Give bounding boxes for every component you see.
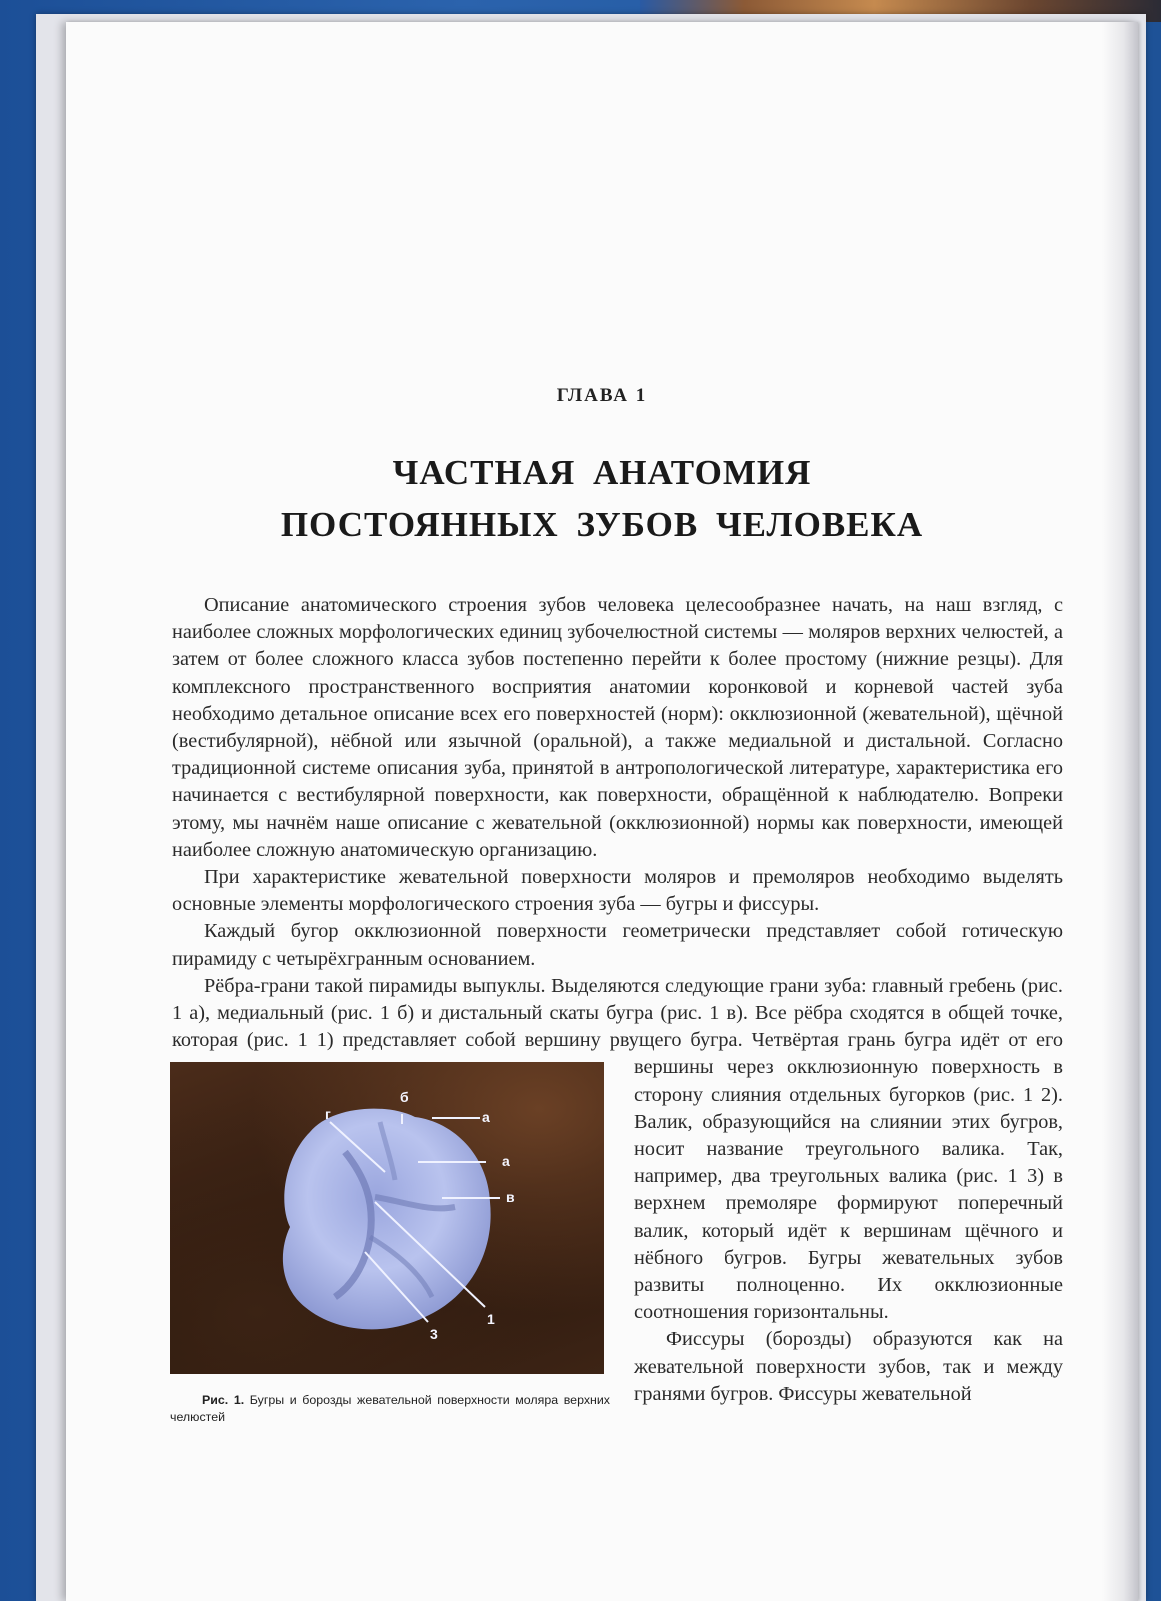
caption-prefix: Рис. 1. (202, 1393, 245, 1408)
label-a-mid: а (502, 1153, 510, 1170)
figure-1 (170, 1062, 610, 1432)
figure-caption (170, 1392, 610, 1426)
label-one: 1 (487, 1311, 495, 1328)
label-b: б (400, 1089, 409, 1106)
body-text (172, 592, 1063, 1432)
paragraph-2: При характеристике жевательной поверхности моляров и премоляров необходимо выделять основные элементы морфологического строения зуба — бугры и фиссуры. (172, 866, 1063, 916)
chapter-title-line-2: ПОСТОЯННЫХ ЗУБОВ ЧЕЛОВЕКА (280, 505, 924, 544)
book-page (66, 22, 1138, 1601)
paragraph-5: Фиссуры (борозды) образуются как на жевательной поверхности зубов, так и между гранями бугров. Фиссуры жевательной (634, 1328, 1063, 1405)
molar-photo (170, 1062, 604, 1374)
label-three: 3 (430, 1326, 438, 1343)
label-g: г (325, 1106, 331, 1123)
chapter-label: ГЛАВА 1 (556, 385, 648, 406)
label-a-top: а (482, 1109, 490, 1126)
paragraph-1: Описание анатомического строения зубов человека целесообразнее начать, на наш взгляд, с наиболее сложных морфологических единиц зубочелюстной системы — моляров верхних челюстей, а затем от более сложного класса зубов постепенно перейти к более простому (нижние резцы). Для комплексного пространственного восприятия анатомии коронковой и корневой частей зуба необходимо детальное описание всех его поверхностей (норм): окклюзионной (жевательной), щёчной (вестибулярной), нёбной или язычной (оральной), а также медиальной и дистальной. Согласно традиционной системе описания зуба, принятой в антропологической литературе, характеристика его начинается с вестибулярной поверхности, как поверхности, обращённой к наблюдателю. Вопреки этому, мы начнём наше описание с жевательной (окклюзионной) нормы как поверхности, имеющей наиболее сложную анатомическую организацию. (172, 594, 1063, 861)
paragraph-3: Каждый бугор окклюзионной поверхности геометрически представляет собой готическую пирамиду с четырёхгранным основанием. (172, 920, 1063, 970)
paragraph-4-continued: тая грань бугра идёт от его вершины через окклюзионную поверхность в сторону слияния отдельных бугорков (рис. 1 2). Валик, образующийся на слиянии этих бугров, носит название треугольного валика. Так, например, два треугольных валика (рис. 1 3) в верхнем премоляре формируют поперечный валик, который идёт к вершинам щёчного и нёбного бугров. Бугры жевательных зубов развиты полноценно. Их окклюзионные соотношения горизонтальны. (634, 1029, 1064, 1324)
chapter-title (66, 447, 1138, 551)
caption-text: Бугры и борозды жевательной поверхности моляра верхних челюстей (170, 1393, 610, 1425)
chapter-title-line-1: ЧАСТНАЯ АНАТОМИЯ (392, 453, 812, 492)
molar-illustration (170, 1062, 604, 1374)
paragraph-4-text: Рёбра-грани такой пирамиды выпуклы. Выделяются следующие грани зуба: главный гребень (рис. 1 а), медиальный (рис. 1 б) и дистальный скаты бугра (рис. 1 в). Все рёбра сходятся в общей точке, которая (рис. 1 1) представляет собой вершину рвущего бугра. Четвёр (172, 974, 1063, 1052)
label-v: в (506, 1189, 515, 1206)
page-edge-shadow (1102, 22, 1138, 1601)
